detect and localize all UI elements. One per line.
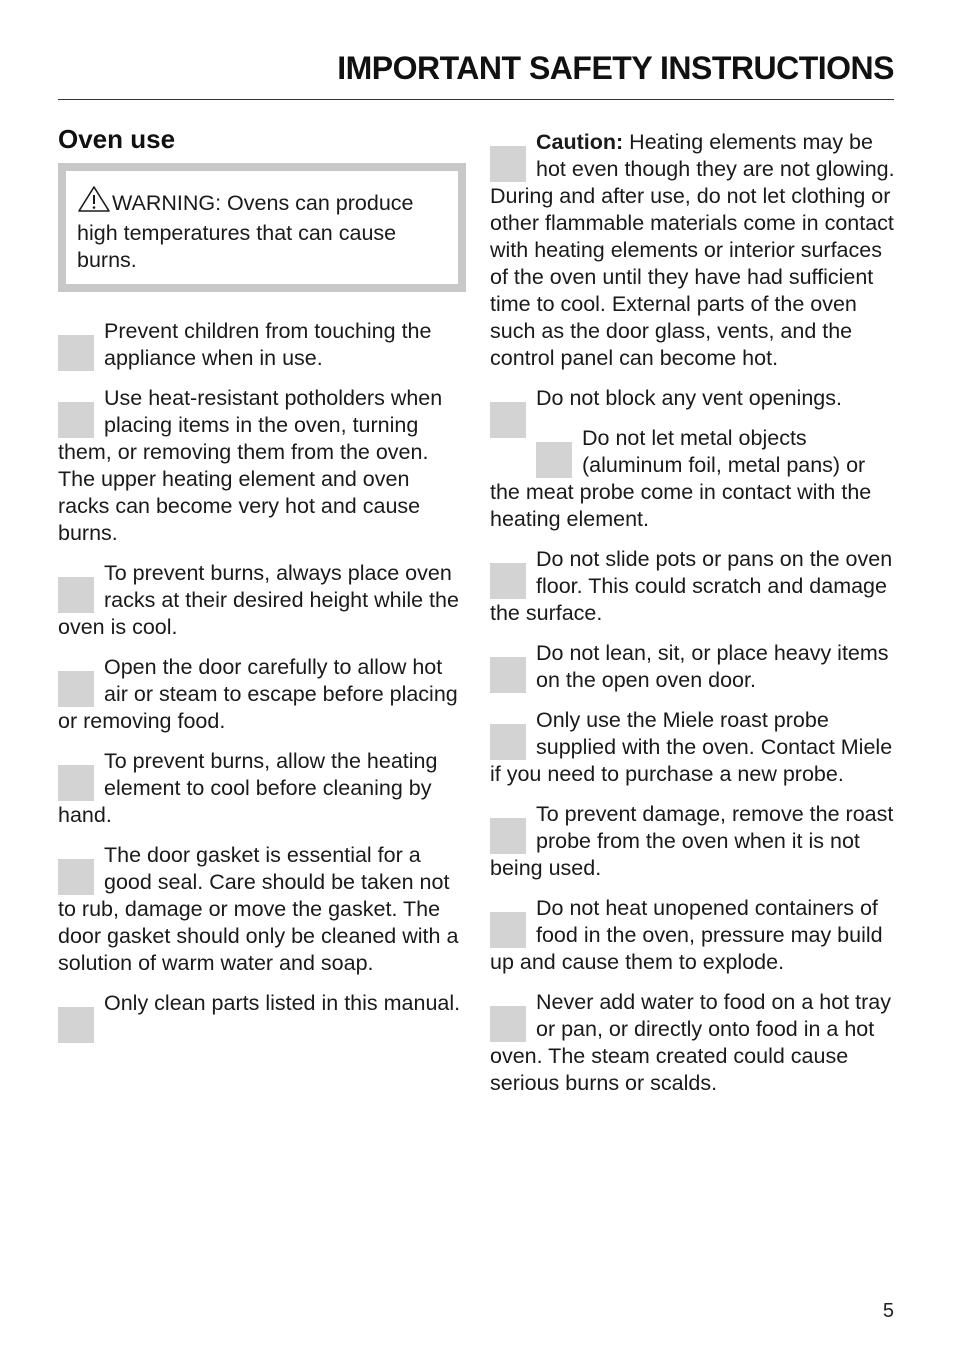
bullet-marker: [490, 1006, 526, 1042]
list-item: [490, 425, 898, 533]
list-item: [58, 385, 466, 547]
bullet-marker: [58, 402, 94, 438]
list-item: [490, 989, 898, 1097]
right-column: [490, 129, 898, 1110]
item-text: Do not lean, sit, or place heavy items on the open oven door.: [536, 641, 889, 692]
list-item: [490, 801, 898, 882]
warning-text: WARNING: Ovens can produce high temperatures that can cause burns.: [77, 191, 414, 272]
bullet-marker: [58, 671, 94, 707]
item-text: To prevent burns, allow the heating element to cool before cleaning by hand.: [58, 749, 438, 827]
header-divider: [58, 99, 894, 100]
left-column: [58, 124, 466, 1043]
page-title: IMPORTANT SAFETY INSTRUCTIONS: [337, 50, 894, 86]
item-text: To prevent damage, remove the roast probe from the oven when it is not being used.: [490, 802, 894, 880]
bullet-marker: [490, 402, 526, 438]
item-text: To prevent burns, always place oven racks at their desired height while the oven is cool.: [58, 561, 459, 639]
bullet-marker: [58, 577, 94, 613]
bullet-marker: [58, 765, 94, 801]
list-item: [58, 842, 466, 977]
warning-triangle-icon: [77, 185, 111, 220]
list-item: [58, 560, 466, 641]
bullet-marker: [536, 442, 572, 478]
caution-item: [490, 129, 898, 372]
bullet-marker: [490, 912, 526, 948]
page-number: 5: [882, 1300, 894, 1322]
list-item: [490, 546, 898, 627]
item-text: Open the door carefully to allow hot air or steam to escape before placing or removing food.: [58, 655, 458, 733]
bullet-marker: [490, 657, 526, 693]
item-text: Do not slide pots or pans on the oven floor. This could scratch and damage the surface.: [490, 547, 893, 625]
bullet-marker: [490, 563, 526, 599]
bullet-marker: [58, 859, 94, 895]
list-item: [58, 318, 466, 372]
item-text: Do not let metal objects (aluminum foil, metal pans) or the meat probe come in contact with the heating element.: [490, 426, 872, 531]
caution-label: Caution:: [536, 130, 624, 154]
item-text: Prevent children from touching the appliance when in use.: [104, 319, 432, 370]
bullet-marker: [490, 146, 526, 182]
section-title: Oven use: [58, 124, 176, 154]
list-item: [58, 748, 466, 829]
list-item: [490, 385, 898, 412]
item-text: Never add water to food on a hot tray or pan, or directly onto food in a hot oven. The steam created could cause serious burns or scalds.: [490, 990, 891, 1095]
bullet-marker: [490, 818, 526, 854]
item-text: Use heat-resistant potholders when placing items in the oven, turning them, or removing them from the oven. The upper heating element and oven racks can become very hot and cause burns.: [58, 386, 443, 545]
list-item: [490, 640, 898, 694]
warning-box: [58, 163, 466, 292]
list-item: [490, 895, 898, 976]
list-item: [58, 654, 466, 735]
item-text: Do not heat unopened containers of food in the oven, pressure may build up and cause them to explode.: [490, 896, 883, 974]
item-text: Only clean parts listed in this manual.: [104, 991, 461, 1015]
list-item: [58, 990, 466, 1017]
caution-text: Heating elements may be hot even though they are not glowing. During and after use, do not let clothing or other flammable materials come in contact with heating elements or interior surfaces of the oven until they have had sufficient time to cool. External parts of the oven such as the door glass, vents, and the control panel can become hot.: [490, 130, 895, 370]
item-text: Only use the Miele roast probe supplied with the oven. Contact Miele if you need to purchase a new probe.: [490, 708, 893, 786]
item-text: Do not block any vent openings.: [536, 386, 842, 410]
bullet-marker: [490, 724, 526, 760]
list-item: [490, 707, 898, 788]
item-text: The door gasket is essential for a good seal. Care should be taken not to rub, damage or move the gasket. The door gasket should only be cleaned with a solution of warm water and soap.: [58, 843, 459, 975]
bullet-marker: [58, 1007, 94, 1043]
bullet-marker: [58, 335, 94, 371]
